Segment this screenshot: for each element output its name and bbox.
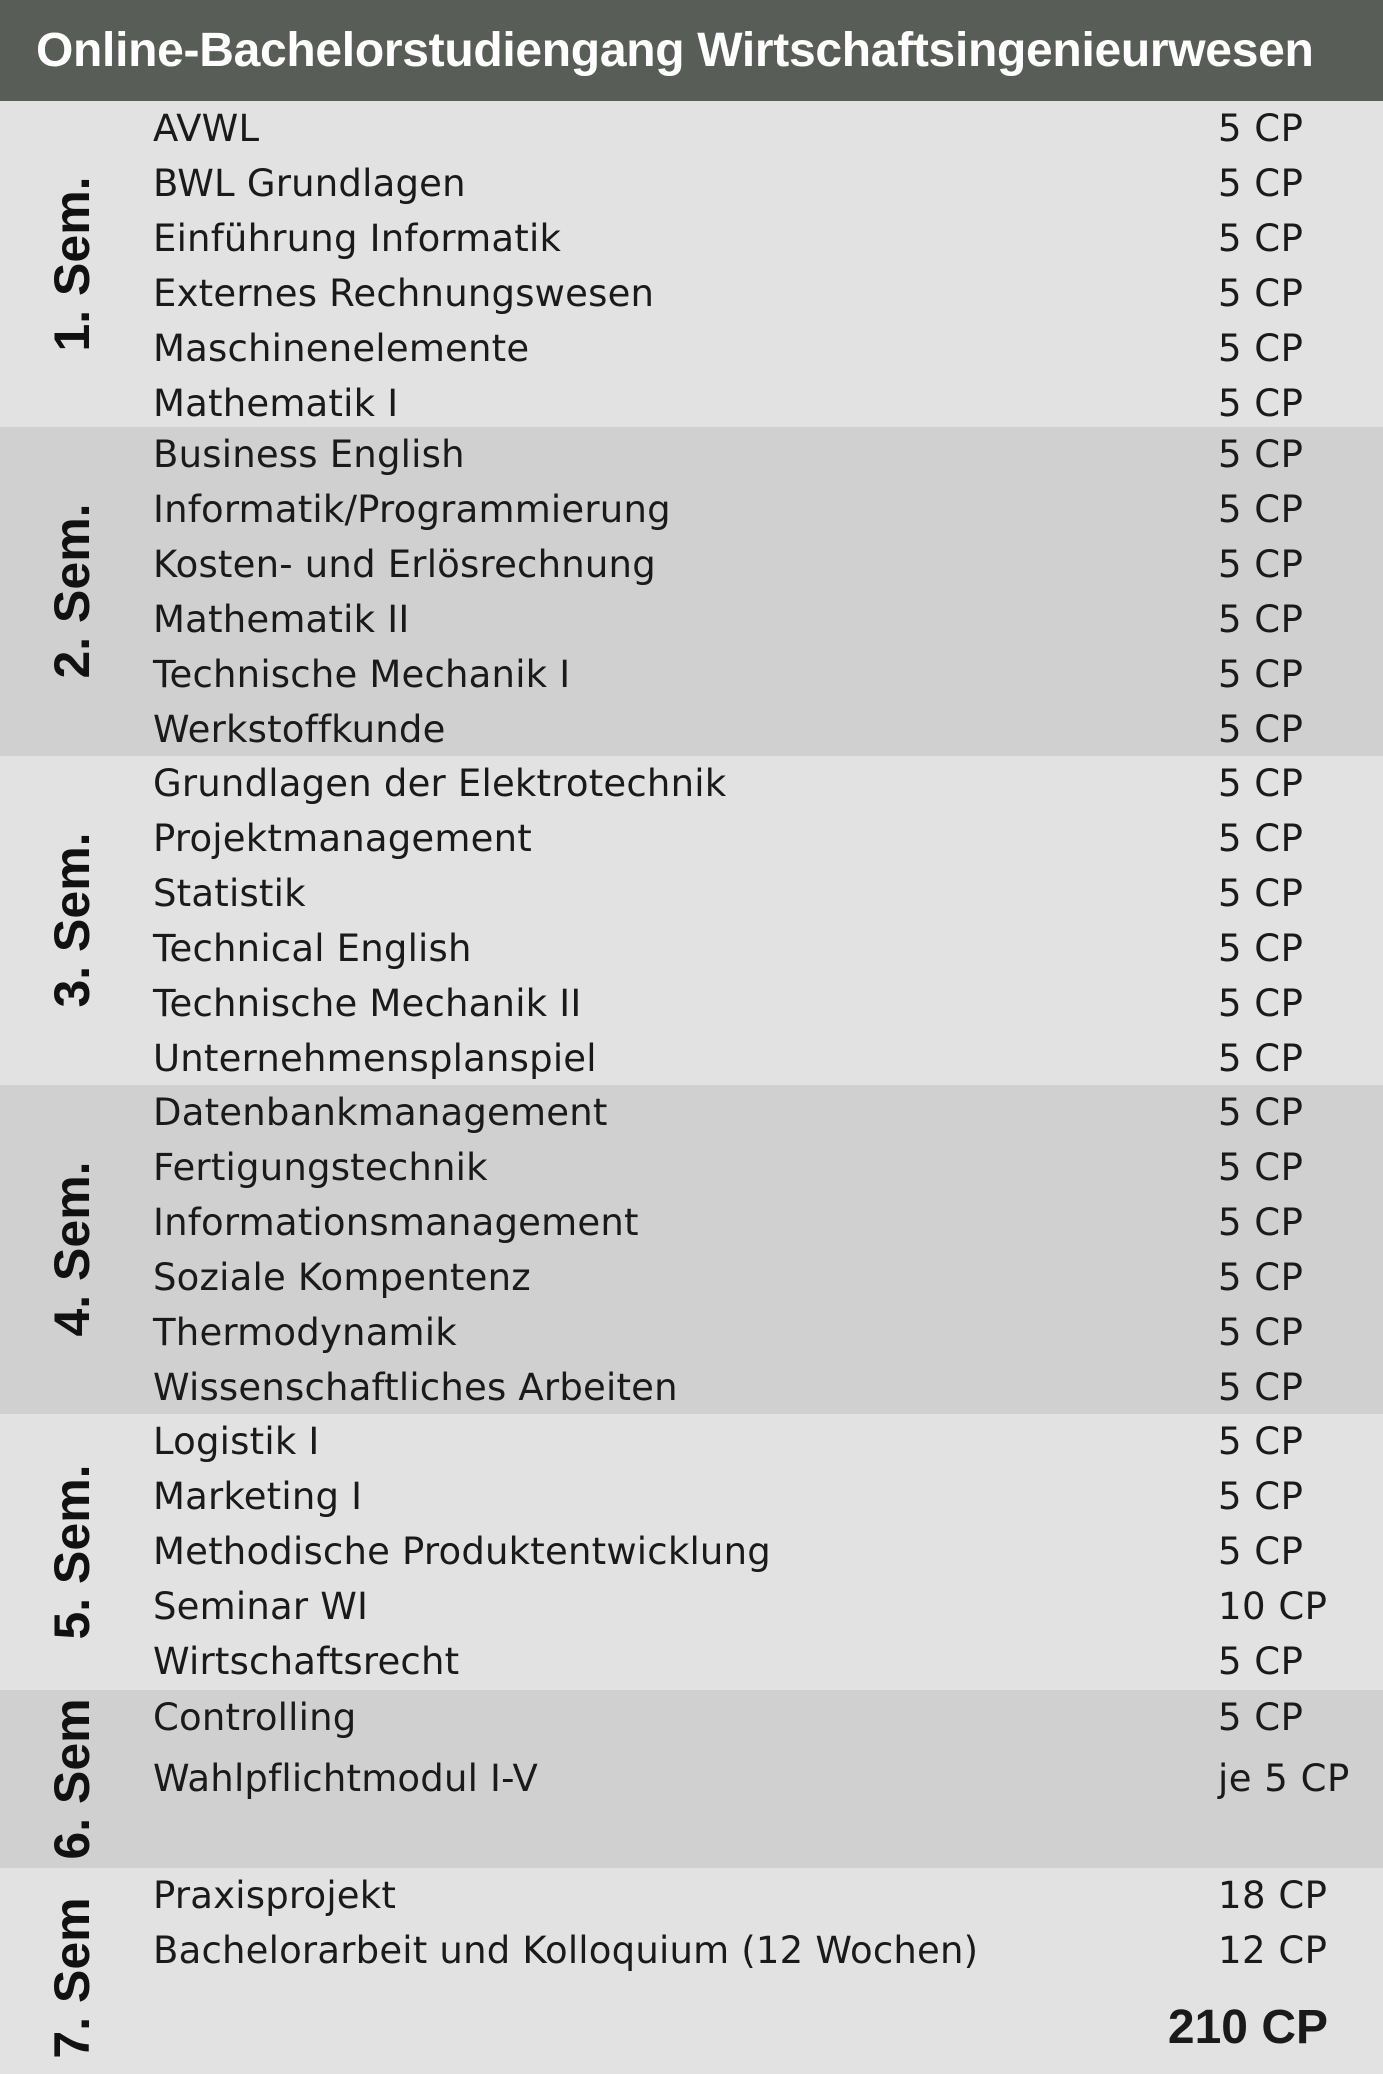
course-name: Wissenschaftliches Arbeiten — [153, 1366, 678, 1409]
course-row — [0, 702, 1383, 757]
course-name: Einführung Informatik — [153, 217, 562, 260]
course-name: Kosten- und Erlösrechnung — [153, 543, 656, 586]
course-name: Wahlpflichtmodul I-V — [153, 1757, 539, 1800]
course-name: Controlling — [153, 1696, 357, 1739]
semester-block-3 — [0, 756, 1383, 1085]
total-credits: 210 CP — [1167, 2001, 1328, 2054]
course-credits: 5 CP — [1218, 598, 1304, 641]
course-name: BWL Grundlagen — [153, 162, 466, 205]
course-name: Praxisprojekt — [153, 1874, 397, 1917]
semester-label: 4. Sem. — [44, 1161, 100, 1337]
course-credits: 5 CP — [1218, 1091, 1304, 1134]
semester-label: 1. Sem. — [44, 176, 100, 352]
course-name: Business English — [153, 433, 465, 476]
course-name: Werkstoffkunde — [153, 708, 446, 751]
course-name: Methodische Produktentwicklung — [153, 1530, 771, 1573]
course-row — [0, 811, 1383, 866]
course-credits: 5 CP — [1218, 327, 1304, 370]
course-credits: 18 CP — [1218, 1874, 1328, 1917]
semester-label: 6. Sem — [44, 1698, 100, 1860]
course-name: Informationsmanagement — [153, 1201, 639, 1244]
course-name: Bachelorarbeit und Kolloquium (12 Wochen) — [153, 1929, 979, 1972]
semester-block-5 — [0, 1414, 1383, 1690]
course-name: Logistik I — [153, 1420, 320, 1463]
course-credits: 5 CP — [1218, 1256, 1304, 1299]
course-row — [0, 376, 1383, 431]
course-row — [0, 647, 1383, 702]
course-name: Fertigungstechnik — [153, 1146, 488, 1189]
course-row — [0, 1414, 1383, 1469]
course-name: Projektmanagement — [153, 817, 532, 860]
course-row — [0, 1085, 1383, 1140]
course-name: Datenbankmanagement — [153, 1091, 608, 1134]
course-name: Marketing I — [153, 1475, 363, 1518]
course-credits: 5 CP — [1218, 433, 1304, 476]
course-credits: 5 CP — [1218, 162, 1304, 205]
course-row — [0, 156, 1383, 211]
course-name: Thermodynamik — [153, 1311, 457, 1354]
course-name: Seminar WI — [153, 1585, 369, 1628]
course-name: Mathematik II — [153, 598, 410, 641]
course-credits: 5 CP — [1218, 1640, 1304, 1683]
course-credits: 5 CP — [1218, 217, 1304, 260]
course-name: Technische Mechanik I — [153, 653, 571, 696]
course-row — [0, 321, 1383, 376]
course-credits: 10 CP — [1218, 1585, 1328, 1628]
course-row — [0, 266, 1383, 321]
course-name: Externes Rechnungswesen — [153, 272, 655, 315]
course-credits: 5 CP — [1218, 382, 1304, 425]
course-name: Statistik — [153, 872, 306, 915]
course-name: AVWL — [153, 107, 260, 150]
course-row — [0, 537, 1383, 592]
course-row — [0, 1140, 1383, 1195]
course-row — [0, 592, 1383, 647]
course-row — [0, 1751, 1383, 1806]
course-credits: 5 CP — [1218, 982, 1304, 1025]
course-row — [0, 1868, 1383, 1923]
course-name: Grundlagen der Elektrotechnik — [153, 762, 727, 805]
course-credits: 5 CP — [1218, 1366, 1304, 1409]
semester-label: 2. Sem. — [44, 503, 100, 679]
course-credits: 5 CP — [1218, 872, 1304, 915]
semester-block-4 — [0, 1085, 1383, 1414]
course-credits: 5 CP — [1218, 1475, 1304, 1518]
course-row — [0, 1469, 1383, 1524]
course-row — [0, 482, 1383, 537]
course-credits: 5 CP — [1218, 1146, 1304, 1189]
semester-label: 7. Sem — [44, 1897, 100, 2059]
course-credits: 12 CP — [1218, 1929, 1328, 1972]
course-name: Unternehmensplanspiel — [153, 1037, 597, 1080]
course-row — [0, 921, 1383, 976]
semester-block-6 — [0, 1690, 1383, 1868]
course-credits: 5 CP — [1218, 1696, 1304, 1739]
course-credits: 5 CP — [1218, 1201, 1304, 1244]
course-row — [0, 1690, 1383, 1745]
course-credits: je 5 CP — [1218, 1757, 1350, 1800]
course-row — [0, 1305, 1383, 1360]
course-row — [0, 101, 1383, 156]
course-row — [0, 1923, 1383, 1978]
semester-block-1 — [0, 101, 1383, 427]
course-row — [0, 1360, 1383, 1415]
course-credits: 5 CP — [1218, 1530, 1304, 1573]
course-row — [0, 1524, 1383, 1579]
course-name: Mathematik I — [153, 382, 399, 425]
course-credits: 5 CP — [1218, 543, 1304, 586]
course-credits: 5 CP — [1218, 817, 1304, 860]
course-name: Wirtschaftsrecht — [153, 1640, 460, 1683]
course-credits: 5 CP — [1218, 653, 1304, 696]
course-credits: 5 CP — [1218, 1311, 1304, 1354]
page-title: Online-Bachelorstudiengang Wirtschaftsingenieurwesen — [0, 0, 1383, 101]
course-row — [0, 427, 1383, 482]
semester-block-2 — [0, 427, 1383, 756]
course-row — [0, 1031, 1383, 1086]
course-row — [0, 976, 1383, 1031]
course-row — [0, 866, 1383, 921]
course-credits: 5 CP — [1218, 1420, 1304, 1463]
course-row — [0, 211, 1383, 266]
semester-label: 5. Sem. — [44, 1464, 100, 1640]
course-row — [0, 756, 1383, 811]
course-name: Maschinenelemente — [153, 327, 530, 370]
course-row — [0, 1195, 1383, 1250]
course-row — [0, 1250, 1383, 1305]
course-name: Technische Mechanik II — [153, 982, 582, 1025]
course-row — [0, 1579, 1383, 1634]
semester-label: 3. Sem. — [44, 832, 100, 1008]
course-credits: 5 CP — [1218, 708, 1304, 751]
course-row — [0, 1634, 1383, 1689]
course-credits: 5 CP — [1218, 272, 1304, 315]
course-name: Technical English — [153, 927, 472, 970]
course-credits: 5 CP — [1218, 927, 1304, 970]
course-credits: 5 CP — [1218, 107, 1304, 150]
course-credits: 5 CP — [1218, 488, 1304, 531]
course-name: Soziale Kompentenz — [153, 1256, 531, 1299]
course-credits: 5 CP — [1218, 762, 1304, 805]
course-name: Informatik/Programmierung — [153, 488, 671, 531]
course-credits: 5 CP — [1218, 1037, 1304, 1080]
